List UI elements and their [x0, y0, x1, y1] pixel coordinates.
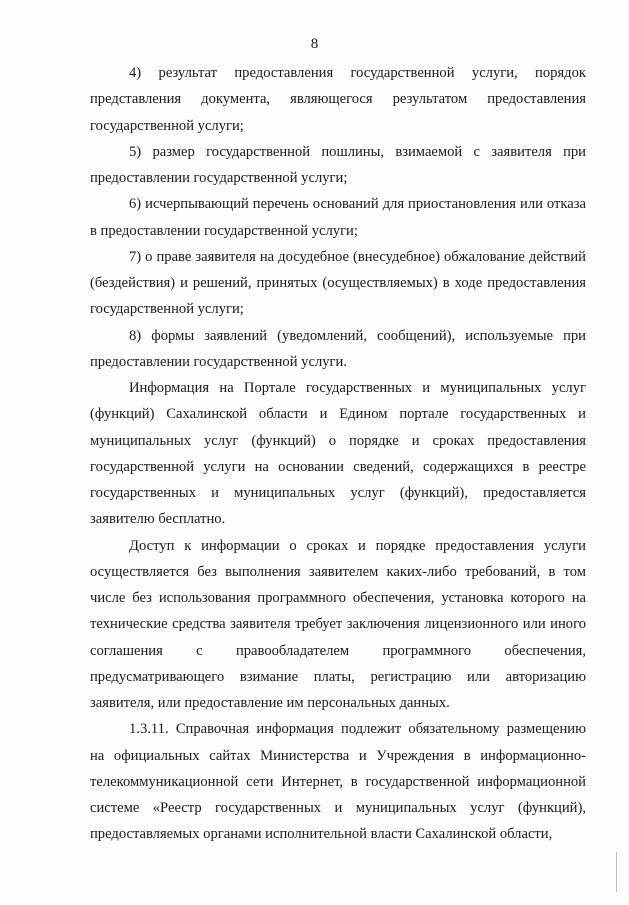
list-item-6-refusal-grounds: 6) исчерпывающий перечень оснований для приостановления или отказа в предоставлении государственной услуги;: [90, 196, 586, 239]
scan-edge-mark: [616, 852, 617, 892]
page-number: 8: [310, 36, 319, 52]
paragraph-portal-information: Информация на Портале государственных и муниципальных услуг (функций) Сахалинской области и Едином портале государственных и муниципальных услуг (функций) о порядке и сроках предоставления государственной услуги на основании сведений, содержащихся в реестре государственных и муниципальных услуг (функций), предоставляется заявителю бесплатно.: [90, 380, 586, 528]
paragraph-free-access: Доступ к информации о сроках и порядке предоставления услуги осуществляется без выполнения заявителем каких-либо требований, в том числе без использования программного обеспечения, установка которого на технические средства заявителя требует заключения лицензионного или иного соглашения с правообладателем программного обеспечения, предусматривающего взимание платы, регистрацию или авторизацию заявителя, или предоставление им персональных данных.: [90, 537, 586, 711]
list-item-8-application-forms: 8) формы заявлений (уведомлений, сообщений), используемые при предоставлении государственной услуги.: [90, 327, 586, 370]
section-1-3-11: 1.3.11. Справочная информация подлежит обязательному размещению на официальных сайтах Министерства и Учреждения в информационно-телекоммуникационной сети Интернет, в государственной информационной системе «Реестр государственных и муниципальных услуг (функций), предоставляемых органами исполнительной власти Сахалинской области,: [90, 721, 586, 843]
document-body: [90, 60, 586, 848]
list-item-5-state-fee: 5) размер государственной пошлины, взимаемой с заявителя при предоставлении государственной услуги;: [90, 143, 586, 186]
list-item-4-result: 4) результат предоставления государственной услуги, порядок представления документа, являющегося результатом предоставления государственной услуги;: [90, 65, 586, 134]
list-item-7-appeal-right: 7) о праве заявителя на досудебное (внесудебное) обжалование действий (бездействия) и решений, принятых (осуществляемых) в ходе предоставления государственной услуги;: [90, 248, 586, 318]
